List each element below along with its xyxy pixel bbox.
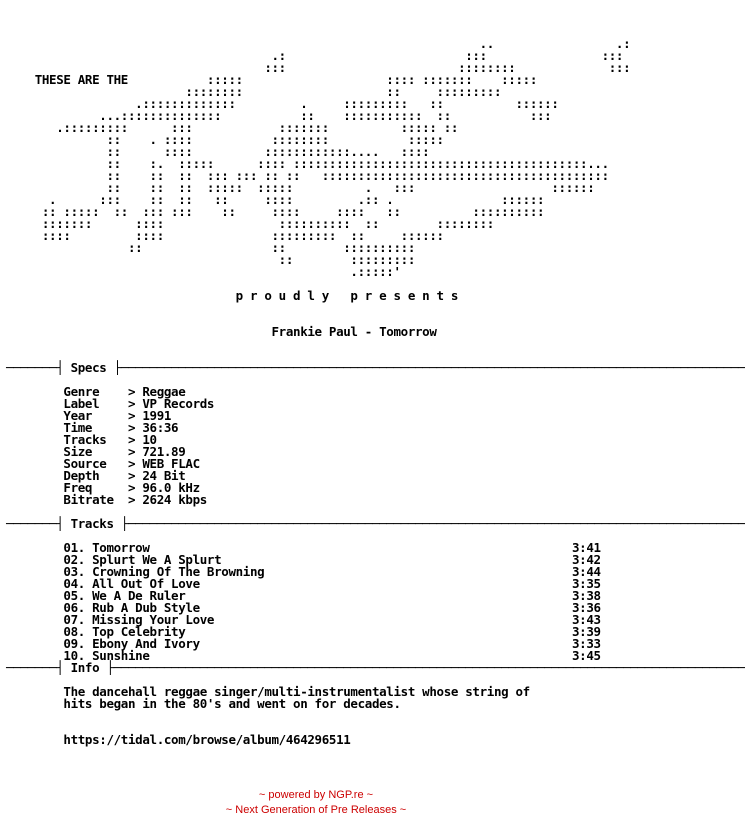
nfo-document: [6, 38, 745, 746]
logo-ascii-line: ::: :::::::: :::: [6, 60, 631, 75]
info-header: ───────┤ Info ├────────────────────────────────────────────────────────────────────────────────────────: [6, 660, 745, 675]
logo-ascii-line: . ::: :: :: :: :::: .:: . ::::::: [6, 192, 545, 207]
album-url: https://tidal.com/browse/album/464296511: [6, 732, 351, 747]
track-title: 04. All Out Of Love: [6, 576, 200, 591]
footer-tagline: ~ Next Generation of Pre Releases ~: [225, 804, 407, 816]
logo-ascii-line: :: :: ::::::::::: [6, 240, 416, 255]
info-text-line: The dancehall reggae singer/multi-instrumentalist whose string of: [6, 684, 530, 699]
logo-ascii-line: :: . :::: :::::::: :::::: [6, 132, 444, 147]
logo-ascii-line: :::::::: :: :::::::::: [6, 84, 502, 99]
track-time: 3:44: [572, 564, 601, 579]
logo-ascii-line: :: :::: ::::::::::::.... ::::: [6, 144, 430, 159]
logo-ascii-line: .::::::::::::: . ::::::::: :: ::::::: [6, 96, 559, 111]
logo-ascii-line: ...:::::::::::::: :: ::::::::::: :: :::: [6, 108, 552, 123]
spec-row: Tracks > 10: [6, 432, 157, 447]
spec-row: Bitrate > 2624 kbps: [6, 492, 207, 507]
spec-row: Time > 36:36: [6, 420, 179, 435]
spec-row: Source > WEB FLAC: [6, 456, 200, 471]
logo-ascii-line: :: :: :: ::::: ::::: . ::: ::::::: [6, 180, 595, 195]
track-time: 3:41: [572, 540, 601, 555]
track-row: [6, 650, 745, 662]
spec-row: Depth > 24 Bit: [6, 468, 186, 483]
logo-ascii-line: :: ::::: :: ::: ::: :: :::: :::: :: ::::::::::: [6, 204, 545, 219]
track-time: 3:38: [572, 588, 601, 603]
track-time: 3:33: [572, 636, 601, 651]
logo-ascii-line: :: :. ::::: :::: :::::::::::::::::::::::::::::::::::::::::...: [6, 156, 609, 171]
track-time: 3:39: [572, 624, 601, 639]
logo-ascii-line: .: ::: :::: [6, 48, 624, 63]
logo-ascii-line: THESE ARE THE ::::: :::: ::::::: :::::: [6, 72, 537, 87]
track-title: 03. Crowning Of The Browning: [6, 564, 265, 579]
track-title: 01. Tomorrow: [6, 540, 150, 555]
track-title: 10. Sunshine: [6, 648, 150, 663]
track-title: 08. Top Celebrity: [6, 624, 186, 639]
track-title: 05. We A De Ruler: [6, 588, 186, 603]
tracks-header: ───────┤ Tracks ├──────────────────────────────────────────────────────────────────────────────────────: [6, 516, 745, 531]
info-text-line: hits began in the 80's and went on for decades.: [6, 696, 401, 711]
track-time: 3:35: [572, 576, 601, 591]
track-title: 07. Missing Your Love: [6, 612, 215, 627]
footer-powered-by: ~ powered by NGP.re ~: [258, 789, 374, 801]
track-title: 02. Splurt We A Splurt: [6, 552, 222, 567]
track-time: 3:42: [572, 552, 601, 567]
track-time: 3:36: [572, 600, 601, 615]
logo-ascii-line: :: :: :: ::: ::: :: :: ::::::::::::::::::::::::::::::::::::::::: [6, 168, 609, 183]
blank-line: [6, 710, 745, 722]
spec-row: Size > 721.89: [6, 444, 186, 459]
logo-ascii-line: .:::::': [6, 264, 401, 279]
track-time: 3:45: [572, 648, 601, 663]
track-title: 09. Ebony And Ivory: [6, 636, 200, 651]
release-title: Frankie Paul - Tomorrow: [6, 324, 437, 339]
spec-row: Year > 1991: [6, 408, 172, 423]
blank-line: [6, 302, 745, 314]
blank-line: [6, 338, 745, 350]
logo-ascii-line: .. .:: [6, 36, 631, 51]
spec-row: Freq > 96.0 kHz: [6, 480, 200, 495]
logo-ascii-line: :::: :::: ::::::::: :: ::::::: [6, 228, 444, 243]
spec-row: Label > VP Records: [6, 396, 215, 411]
track-title: 06. Rub A Dub Style: [6, 600, 200, 615]
logo-ascii-line: ::::::: :::: :::::::::: :: ::::::::: [6, 216, 494, 231]
specs-header: ───────┤ Specs ├───────────────────────────────────────────────────────────────────────────────────────: [6, 360, 745, 375]
logo-ascii-line: :: :::::::::: [6, 252, 416, 267]
spec-row: Genre > Reggae: [6, 384, 186, 399]
presents-line: p r o u d l y p r e s e n t s: [6, 288, 459, 303]
logo-ascii-line: .::::::::: ::: ::::::: ::::: ::: [6, 120, 459, 135]
track-time: 3:43: [572, 612, 601, 627]
